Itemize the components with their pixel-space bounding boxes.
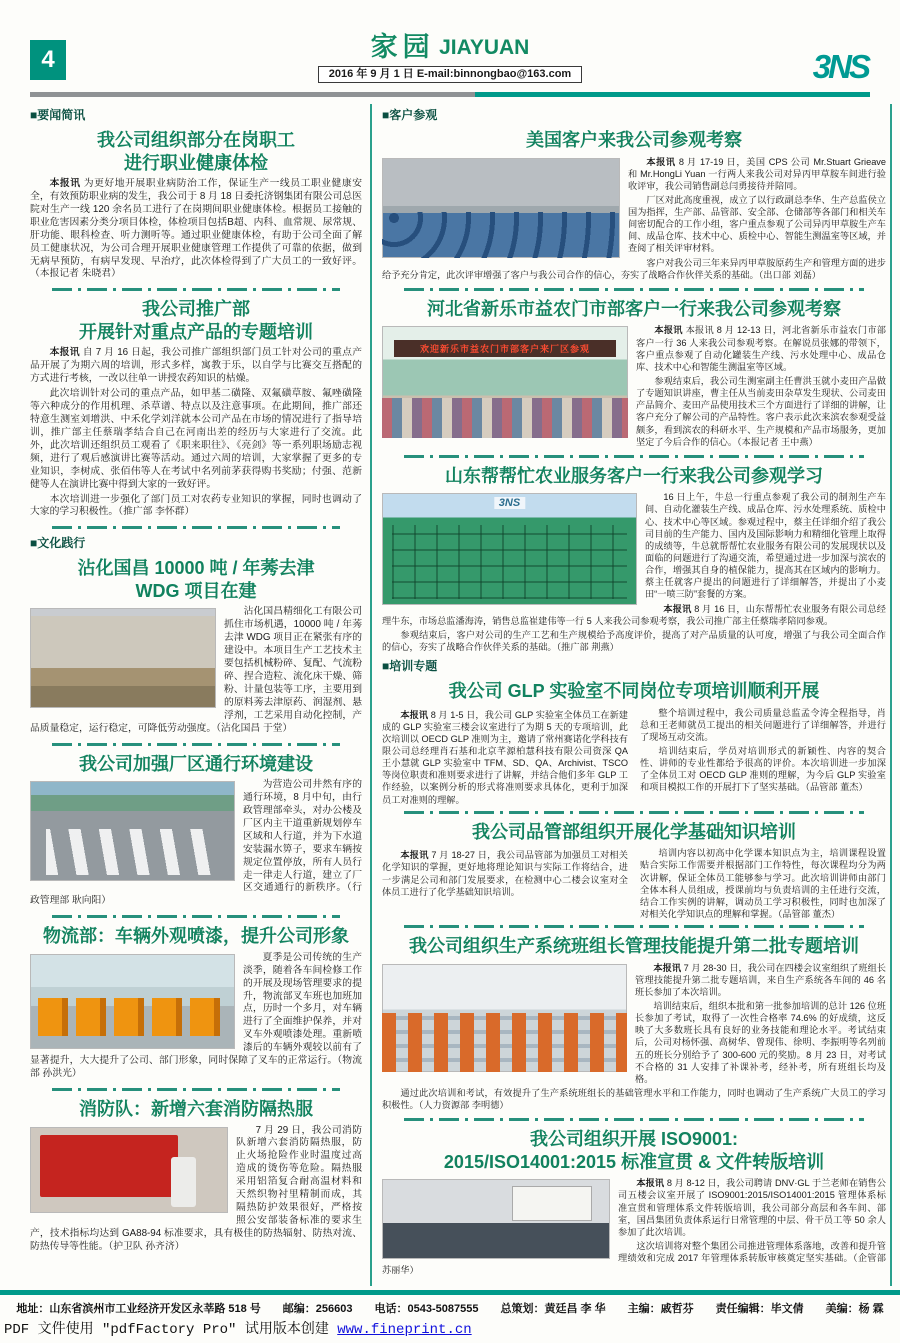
two-column-text [382,707,886,806]
article-divider [404,925,864,928]
article-body: 参观结束后，客户对公司的生产工艺和生产规模给予高度评价，提高了对产品质量的认可度，增强了与我公司全面合作的信心，夯实了战略合作伙伴关系的基础。（推广部 荆燕） [382,629,886,652]
article-divider [52,915,340,918]
article-body: 本报讯 为更好地开展职业病防治工作，保证生产一线员工职业健康安全，有效预防职业病的发生，我公司于 8 月 18 日委托济钢集团有限公司总医院对生产一线 120 余名员工进行了在岗期间职业健康体检。根据员工接触的职业危害因素分类分项目体检，体检项目包括B超、内科、血常规、尿常规、肝功能、眼科检查、听力测听等。通过职业健康体检，有助于公司全面了解员工健康状况，为公司合理开展职业健康管理工作提供了可靠的依据，做到无病早预防，有病早发现、早治疗，此次体检得到了广大员工的一致好评。（本报记者 朱晓君） [30,178,362,280]
photo-us-clients-visit [382,158,620,258]
article-body: 本报讯 8 月 1-5 日，我公司 GLP 实验室全体员工在新建成的 GLP 实验室三楼会议室进行了为期 5 天的专项培训，此次培训以 OECD GLP 准则为主，邀请了常州赛诺化学科技有限公司总经理肖石基和北京芊源柏慧科技有限公司资深 QA 王小慧就 GLP 实验室中 TFM、SD、QA、Archivist、TSCO 等岗位职责和准则要求进行了讲解，并结合他们多年 GLP 工作经验，以案例分析的形式将准则要求具体化，更利于加深员工对准则的理解。 [382,709,628,805]
article-body: 本报讯 8 月 16 日，山东帮帮忙农业服务有限公司总经理牛东，市场总监潘海涛，销售总监崔建伟等一行 5 人来我公司参观考察，我公司推广部主任蔡瑞孝陪同参观。 [382,603,886,626]
page-number: 4 [30,40,66,80]
article-body: 沾化国昌精细化工有限公司抓住市场机遇，10000 吨 / 年莠去津 WDG 项目正在紧张有序的建设中。本项目生产工艺技术主要包括机械粉碎、复配、气流粉碎、捏合造粒、流化床干燥、筛粉、计量包装等工序，主要用到的原料莠去津原药、润湿剂、悬浮剂，工艺采用自动化控制，产品质量稳定，运行稳定，可降低劳动强度。（沾化国昌 于堂） [30,606,362,734]
article-divider [404,1118,864,1121]
page-content [30,104,892,1286]
article-body: 培训结束后，组织本批和第一批参加培训的总计 126 位班长参加了考试，取得了一次性合格率 74.6% 的好成绩，这反映了大多数班长具有良好的业务技能和理论水平。考试结束后，公司对杨怀强、高树华、曾现伟、徐明、李振明等名列前五的班长分别给予了 300-600 元的奖励。8 月 23 日，对考试不合格的 31 人安排了补课补考，经补考，所有班组长均及格。 [635,1001,886,1084]
article-iso-training [382,1126,886,1278]
left-column [30,104,362,1286]
photo-construction-site [30,608,216,708]
article-divider [52,743,340,746]
article-title: 我公司组织生产系统班组长管理技能提升第二批专题培训 [409,936,859,957]
article-title: 我公司品管部组织开展化学基础知识培训 [472,821,796,842]
masthead-title-cn: 家园 [370,32,435,62]
article-body: 7 月 29 日，我公司消防队新增六套消防隔热服，防止火场抢险作业时温度过高造成的烫伤等危险。隔热服采用铝箔复合耐高温材料和天然织物衬里精制而成，其隔热防护效果很好，严格按照公安部装备标准的要求生产，技术指标均达到 GA88-94 标准要求，具有极佳的防热辐射、防热对流、防热传导等性能。（护卫队 孙齐济） [30,1124,362,1252]
article-divider [52,288,340,291]
article-body: 本报讯 自 7 月 16 日起，我公司推广部组织部门员工针对公司的重点产品开展了为期六周的培训，形式多样，寓教于乐，以自学与比赛交互搭配的方式进行考核，一改以往单一讲授农药知识的枯燥。 [30,347,362,385]
article-team-leader-training [382,933,886,1113]
article-body: 夏季是公司传统的生产淡季，随着各车间检修工作的开展及现场管理要求的提升，物流部叉车班也加班加点，历时一个多月，对车辆进行了全面维护保养，并对叉车外观喷漆处理。重新喷漆后的车辆外观较以前有了显著提升，大大提升了公司、部门形象，同时保障了叉车的正常运行。（物流部 孙洪光） [30,951,362,1080]
article-title: 山东帮帮忙农业服务客户一行来我公司参观学习 [445,465,823,486]
article-us-clients [382,127,886,283]
photo-iso-training-room [382,1179,610,1259]
article-wdg-project [30,555,362,737]
article-body: 本报讯 7 月 18-27 日，我公司品管部为加强员工对相关化学知识的掌握，更好地将理论知识与实际工作将结合，进一步满足公司和部门发展要求，在检测中心二楼会议室对全体员工进行了化学基础知识培训。 [382,850,628,897]
article-body: 培训内容以初高中化学课本知识点为主，培训课程设置贴合实际工作需要并根据部门工作特性，每次课程均分为两次讲解，保证全体员工能够参与学习。此次培训讲师由部门全体本科人员组成，授课前均与负责培训的主任进行交流，结合工作实例的讲解，调动员工学习积极性，同时也加深了对相关化学知识点的理解和掌握。（品管部 董杰） [640,848,886,919]
article-title: 美国客户来我公司参观考察 [526,130,742,150]
article-forklift-paint [30,923,362,1083]
article-body: 厂区对此高度重视，成立了以行政副总李华、生产总监侯立国为指挥，生产部、品管部、安全部、仓储部等各部门和相关车间密切配合的工作小组，客户重点参观了公司异丙甲草胺生产车间、成品仓库、技术中心、质检中心、智能生测温室等区域，并查阅了相关评审材料。 [628,194,886,254]
fineprint-link[interactable]: www.fineprint.cn [337,1322,472,1338]
building-logo: 3NS [494,497,525,509]
article-body: 此次培训针对公司的重点产品，如甲基二磺隆、双氟磺草胺、氟唑磺隆等六种成分的作用机理、杀草谱、特点以及注意事项。在此期间，推广部还特意生测室刘增洪、中禾化学刘洋就本公司产品在市场的情况进行了指导培训，推广部主任蔡瑞孝结合自己在河南出差的经历与大家进行了交流。此外，此次培训还组织员工观看了《职来职往》、《亮剑》等一系列职场励志视频，进行了观后感演讲比赛等活动。通过六周的培训，大家掌握了更多的专业知识，李树成、张佰伟等人在考试中名列前茅获得购书奖励；付强、范新健等人在演讲比赛中得到大家的一致好评。 [30,388,362,490]
section-label-training: ■培训专题 [382,659,438,674]
article-body: 本报讯 本报讯 8 月 12-13 日，河北省新乐市益农门市部客户一行 36 人来我公司参观考察。在解说员张娜的带领下，客户重点参观了自动化罐装生产线、污水处理中心、成品仓库、技术中心和智能生测温室等区域。 [636,325,886,372]
masthead-title-en: JIAYUAN [439,36,530,59]
article-xinle-clients [382,296,886,450]
article-title: 我公司加强厂区通行环境建设 [79,753,313,774]
article-body: 参观结束后，我公司生测室副主任曹洪玉就小麦田产品做了专题知识讲座，曹主任从当前麦田杂草发生现状、公司麦田产品简介、麦田产品使用技术三个方面进行了详细的讲解，让客户充分了解公司的产品特性。客户表示此次来滨农参观受益颇多，看到滨农的科研水平、生产规模和产品市场服务，更加坚定了今后合作的信心。（本报记者 王中燕） [636,375,886,447]
article-body: 培训结束后，学员对培训形式的新颖性、内容的契合性、讲师的专业性都给予很高的评价。本次培训进一步加深了全体员工对 OECD GLP 准则的理解，为今后 GLP 实验室和项目模拟工作的开展打下了坚实基础。（品管部 董杰） [640,746,886,793]
article-title: 我公司组织部分在岗职工 进行职业健康体检 [97,130,295,173]
masthead [30,34,870,83]
article-title: 沾化国昌 10000 吨 / 年莠去津 WDG 项目在建 [77,558,315,601]
article-body: 客户对我公司三年来异丙甲草胺原药生产和管理方面的进步给予充分肯定，此次评审增强了客户与我公司合作的信心，夯实了战略合作伙伴关系的基础。（出口部 刘磊） [382,257,886,280]
article-body: 这次培训将对整个集团公司推进管理体系落地，改善和提升管理绩效和完成 2017 年管理体系转版审核奠定坚实基础。（企管部 苏丽华） [382,1241,886,1276]
article-body: 通过此次培训和考试，有效提升了生产系统班组长的基础管理水平和工作能力，同时也调动了生产系统广大员工的学习积极性。（人力资源部 李明德） [382,1088,886,1111]
photo-crosswalk [30,781,235,881]
header-rule [30,92,870,97]
article-title: 物流部：车辆外观喷漆，提升公司形象 [43,926,349,947]
page-header [30,34,870,98]
article-title: 河北省新乐市益农门市部客户一行来我公司参观考察 [427,298,841,319]
article-chemistry-training [382,819,886,920]
section-label-news: ■要闻简讯 [30,108,86,122]
pdf-watermark-line [4,1318,472,1338]
bns-logo: 3NS [812,48,868,85]
article-title: 我公司组织开展 ISO9001: 2015/ISO14001:2015 标准宣贯 & 文件转版培训 [443,1129,825,1172]
article-divider [52,1088,340,1091]
photo-bns-building [382,493,637,605]
article-body: 16 日上午，牛总一行重点参观了我公司的制剂生产车间、自动化灌装生产线、成品仓库、污水处理系统、质检中心、技术中心等区域。参观过程中，蔡主任详细介绍了我公司目前的生产能力、国内及国际影响力和精细化管理上取得的成绩等，牛总就帮帮忙农业服务有限公司的发展现状以及面临的问题进行了沟通交流，希望通过进一步加深与滨农的合作，增强其自身的植保能力，提高其在区域内的影响力。蔡主任就客户提出的问题进行了详细解答，并提出了小麦田“一喷三防”套餐的方案。 [645,492,886,600]
two-column-text [382,847,886,920]
article-body: 本报讯 7 月 28-30 日，我公司在四楼会议室组织了班组长管理技能提升第二批专题培训，来自生产系统各车间的 46 名班长参加了本次培训。 [635,962,886,997]
article-body: 本报讯 8 月 8-12 日，我公司聘请 DNV·GL 于兰老师在销售公司五楼会议室开展了 ISO9001:2015/ISO14001:2015 管理体系标准宣贯和管理体系文件转版培训，我公司部分高层和各车间、部室，国昌集团负责体系运行日常管理的中层、骨干员工等 50 余人参加了此次培训。 [618,1178,886,1237]
article-glp-training [382,678,886,806]
article-fire-suits [30,1096,362,1256]
article-body: 本报讯 8 月 17-19 日，美国 CPS 公司 Mr.Stuart Grieave 和 Mr.HongLi Yuan 一行两人来我公司对异丙甲草胺车间进行验收评审，我公司销售副总闫勇接待并陪同。 [628,156,886,191]
pdf-note: PDF 文件使用 "pdfFactory Pro" 试用版本创建 [4,1322,338,1338]
article-title: 我公司 GLP 实验室不同岗位专项培训顺利开展 [448,681,820,702]
footer-rule [0,1290,900,1295]
photo-classroom-exam [382,964,627,1072]
imprint-line: 地址：山东省滨州市工业经济开发区永莘路 518 号 邮编：256603 电话：0543-5087555 总策划：黄廷昌 李 华 主编：戚哲芬 责任编辑：毕文倩 美编：杨 霖 [16,1303,884,1315]
article-body: 整个培训过程中，我公司质量总监孟令涛全程指导，肖总和王老师就员工提出的相关问题进行了详细解答，并进行了现场互动交流。 [640,707,886,742]
date-email-box: 2016 年 9 月 1 日 E-mail:binnongbao@163.com [318,66,582,83]
article-divider [404,288,864,291]
photo-xinle-group [382,326,628,438]
article-product-training [30,296,362,521]
photo-fire-truck [30,1127,228,1213]
article-body: 为营造公司井然有序的通行环境，8 月中旬，由行政管理部牵头，对办公楼及厂区内主干道重新规划停车区域和人行道，并为下水道安装漏水箅子，要求车辆按规定位置停放，所有人员行走一律走人行道，建立了厂区交通通行的新秩序。（行政管理部 耿向阳） [30,779,362,907]
column-separator [370,104,372,1286]
article-divider [52,526,340,529]
article-health-check [30,127,362,283]
article-divider [404,811,864,814]
right-column [382,104,886,1286]
welcome-banner: 欢迎新乐市益农门市部客户来厂区参观 [394,340,615,357]
section-label-culture: ■文化践行 [30,536,86,551]
right-edge-rule [890,104,892,1286]
article-title: 消防队：新增六套消防隔热服 [79,1099,313,1120]
article-divider [404,455,864,458]
photo-forklifts [30,954,235,1049]
article-road-environment [30,751,362,911]
article-body: 本次培训进一步强化了部门员工对农药专业知识的掌握，同时也调动了大家的学习积极性。（推广部 李怀群） [30,493,362,518]
article-title: 我公司推广部 开展针对重点产品的专题培训 [79,299,313,342]
section-label-visits: ■客户参观 [382,108,438,122]
article-bangbangmang-clients [382,463,886,655]
